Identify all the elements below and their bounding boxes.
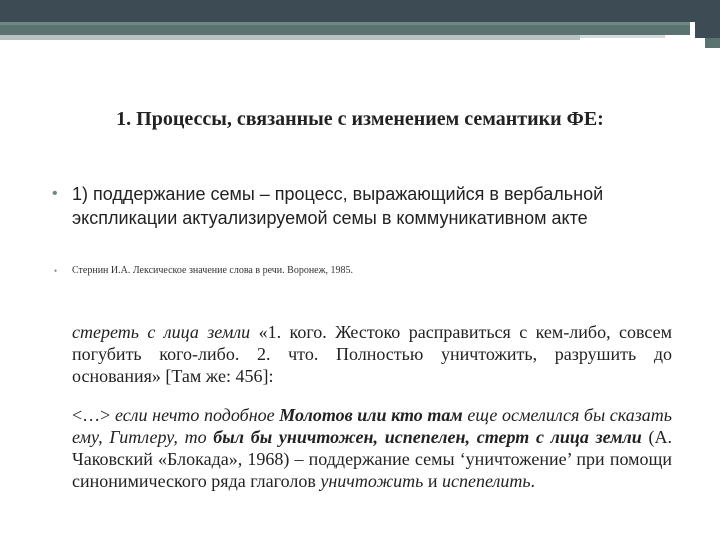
quote-italic-2: еще осмелился бы сказать ему, Гитлеру, то (72, 405, 672, 447)
header-bar-light (0, 35, 580, 40)
example-paragraph-quote (72, 404, 672, 492)
quote-bold-italic-1: Молотов или кто там (279, 405, 463, 425)
quote-source: (А. Чаковский «Блокада», 1968) – поддержание семы ‘уничтожение’ при помощи синонимического ряда глаголов (72, 427, 672, 491)
bullet-icon: • (52, 185, 58, 202)
bullet-text: 1) поддержание семы – процесс, выражающийся в вербальной экспликации актуализируемой семы в коммуникативном акте (72, 184, 604, 228)
example-paragraph-definition (72, 321, 672, 387)
bullet-icon: • (54, 266, 58, 276)
verb-uničtožit: уничтожить (320, 471, 424, 491)
period: . (530, 471, 536, 491)
quote-italic-1: если нечто подобное (114, 405, 280, 425)
conjunction: и (423, 471, 442, 491)
header-corner (695, 22, 720, 38)
quote-ellipsis: <…> (72, 405, 115, 425)
quote-bold-italic-2: был бы уничтожен, испепелен, стерт с лица земли (213, 427, 642, 447)
reference-text: Стернин И.А. Лексическое значение слова в речи. Воронеж, 1985. (72, 265, 354, 276)
header-bar-teal (0, 25, 690, 35)
bullet-item-reference (52, 265, 652, 277)
slide-title: 1. Процессы, связанные с изменением семантики ФЕ: (116, 108, 604, 130)
header-corner-small (705, 38, 720, 48)
bullet-item-definition (52, 182, 652, 230)
header-bar-light-short (580, 35, 665, 38)
phraseologism-italic: стереть с лица земли (72, 322, 251, 342)
header-bar-dark (0, 0, 720, 22)
definition-text: «1. кого. Жестоко расправиться с кем-либо, совсем погубить кого-либо. 2. что. Полностью уничтожить, разрушить до основания» [Там же: 456]: (72, 322, 672, 386)
verb-ispepelit: испепелить (441, 471, 531, 491)
